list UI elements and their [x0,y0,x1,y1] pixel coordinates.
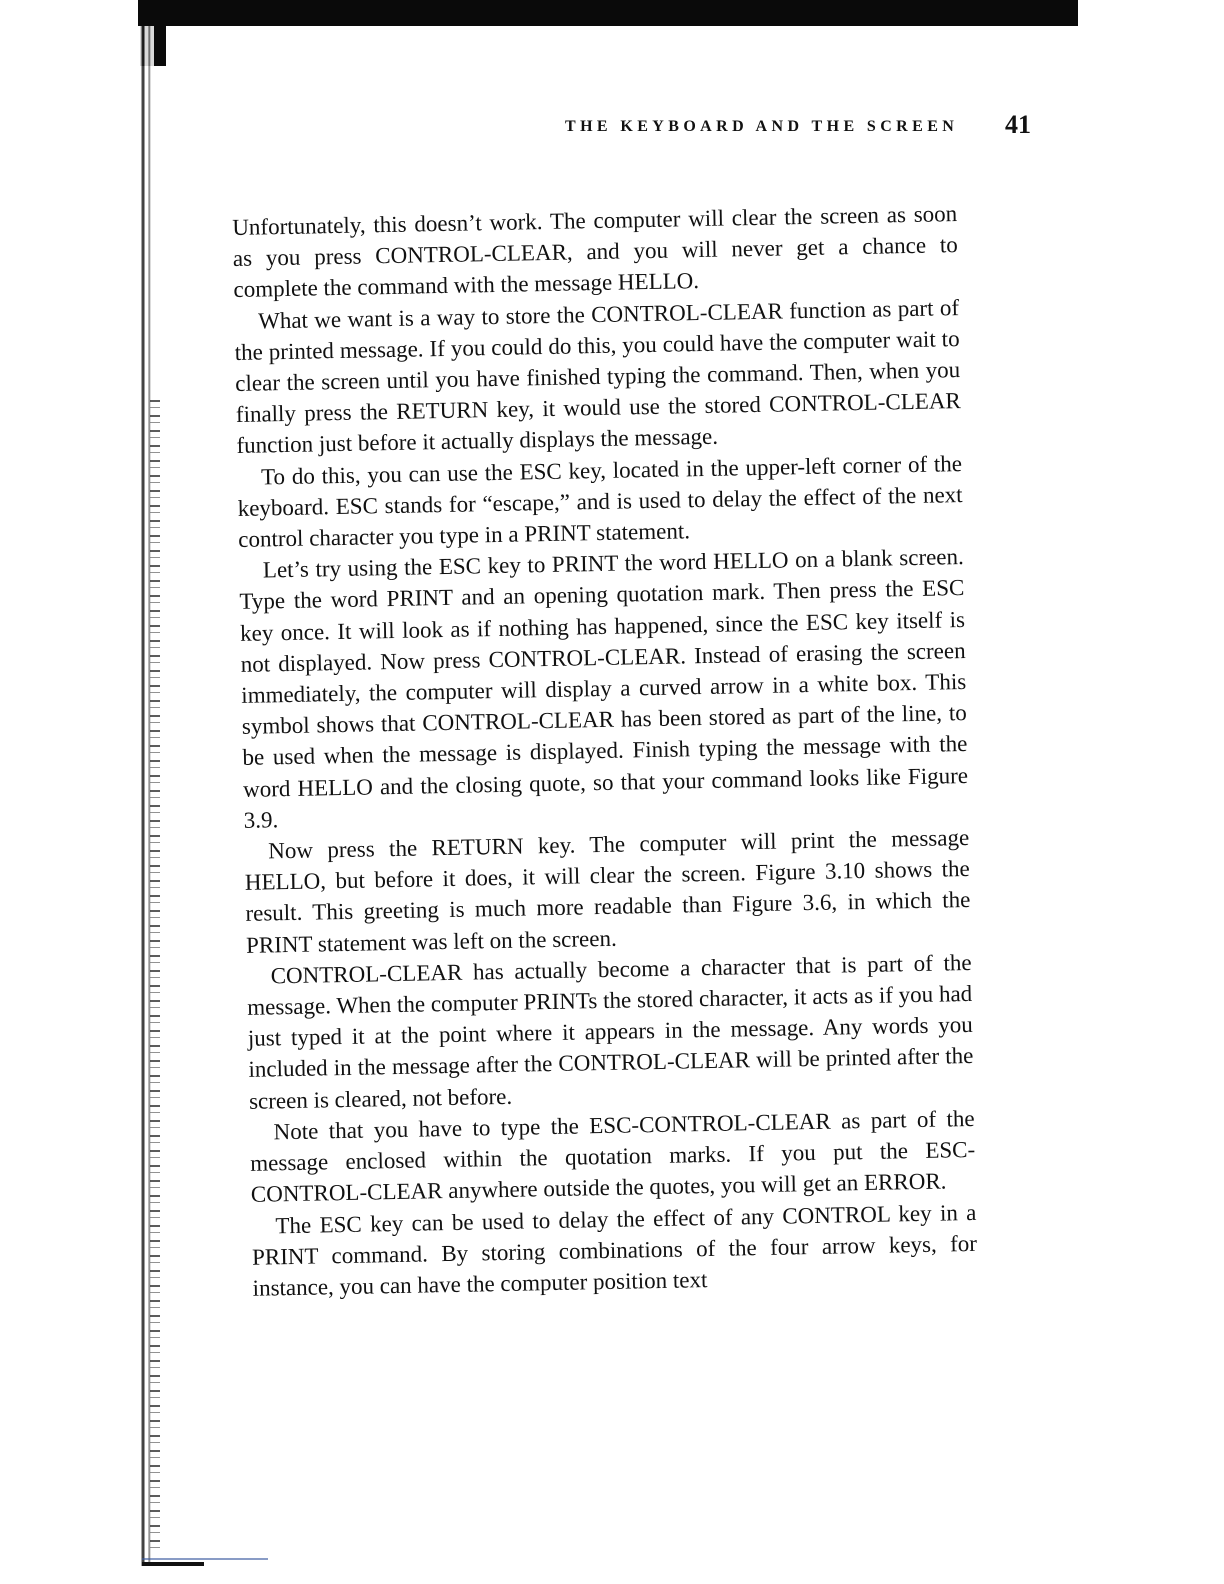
page-number: 41 [1005,110,1031,139]
scan-top-edge [138,0,1078,26]
scan-bottom-rule [142,1558,268,1560]
scan-binding-noise [150,400,160,1550]
scan-bottom-mark [142,1562,204,1566]
paragraph-5: Now press the RETURN key. The computer will print the message HELLO, but before it does, it will clear the screen. Figure 3.10 shows the result. This greeting is much more readable than Figure 3.6, in which the PRINT statement was left on the screen. [244,825,971,958]
running-head: THE KEYBOARD AND THE SCREEN [565,118,959,135]
paragraph-6: CONTROL-CLEAR has actually become a character that is part of the message. When the computer PRINTs the stored character, it acts as if you had just typed it at the point where it appears in the message. Any words you included in the message after the CONTROL-CLEAR will be printed after the screen is cleared, not before. [247,949,974,1114]
body-text [232,198,978,1304]
paragraph-7: Note that you have to type the ESC-CONTROL-CLEAR as part of the message enclosed within the quotation marks. If you put the ESC-CONTROL-CLEAR anywhere outside the quotes, you will get an ERROR. [250,1105,976,1208]
paragraph-1: Unfortunately, this doesn’t work. The computer will clear the screen as soon as you press CONTROL-CLEAR, and you will never get a chance to complete the command with the message HELLO. [232,201,959,303]
paragraph-4: Let’s try using the ESC key to PRINT the word HELLO on a blank screen. Type the word PRINT and an opening quotation mark. Then press the ESC key once. It will look as if nothing has happened, since the ESC key itself is not displayed. Now press CONTROL-CLEAR. Instead of erasing the screen immediately, the computer will display a curved arrow in a white box. This symbol shows that CONTROL-CLEAR has been stored as part of the line, to be used when the message is displayed. Finish typing the message with the word HELLO and the closing quote, so that your command looks like Figure 3.9. [239,544,969,833]
paragraph-3: To do this, you can use the ESC key, located in the upper-left corner of the keyboard. ESC stands for “escape,” and is used to delay the effect of the next control character you type in a PRINT statement. [237,450,963,552]
paragraph-8: The ESC key can be used to delay the effect of any CONTROL key in a PRINT command. By storing combinations of the four arrow keys, for instance, you can have the computer position text [251,1199,978,1301]
paragraph-2: What we want is a way to store the CONTROL-CLEAR function as part of the printed message. If you could do this, you could have the computer wait to clear the screen until you have finished typing the command. Then, when you finally press the RETURN key, it would use the stored CONTROL-CLEAR function just before it actually displays the message. [234,294,961,459]
